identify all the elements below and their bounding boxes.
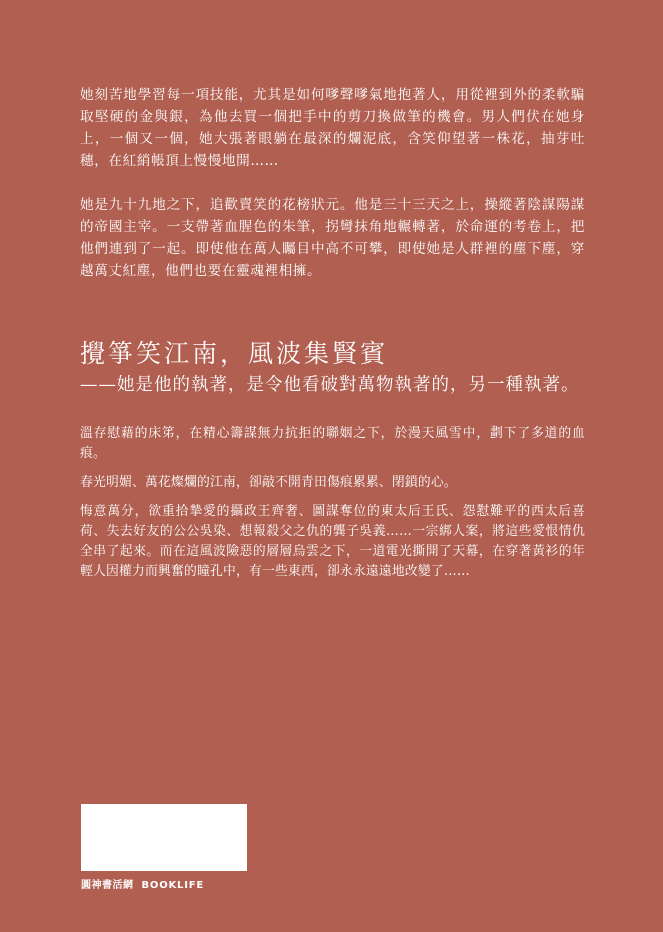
barcode-area	[81, 804, 247, 871]
intro-paragraph-1: 她刻苦地學習每一項技能，尤其是如何嗲聲嗲氣地抱著人，用從裡到外的柔軟騙取堅硬的金與銀，為他去買一個把手中的剪刀換做筆的機會。男人們伏在她身上，一個又一個，她大張著眼躺在最深的爛泥底，含笑仰望著一株花，抽芽吐穗，在紅綃帳頂上慢慢地開……	[80, 87, 585, 169]
publisher-brand: BOOKLIFE	[141, 880, 205, 891]
intro-paragraph-2: 她是九十九地之下，追歡賣笑的花榜狀元。他是三十三天之上，操縱著陰謀陽謀的帝國主宰。一支帶著血腥色的朱筆，拐彎抹角地輾轉著，於命運的考卷上，把他們連到了一起。即使他在萬人矚目中高不可攀，即使她是人群裡的塵下塵，穿越萬丈紅塵，他們也要在靈魂裡相擁。	[80, 197, 585, 279]
synopsis-section	[80, 424, 585, 591]
headline-subtitle: ——她是他的執著，是令他看破對萬物執著的，另一種執著。	[80, 375, 580, 395]
synopsis-paragraph-1: 溫存慰藉的床笫，在精心籌謀無力抗拒的聯姻之下，於漫天風雪中，劃下了多道的血痕。	[80, 426, 585, 461]
publisher-credit	[81, 876, 204, 891]
headline-title: 攪箏笑江南，風波集賢賓	[80, 339, 389, 368]
headline-block	[80, 338, 600, 398]
intro-section	[80, 84, 585, 304]
synopsis-paragraph-3: 悔意萬分，欲重拾摯愛的攝政王齊奢、圖謀奪位的東太后王氏、怨懟難平的西太后喜荷、失去好友的公公吳染、想報殺父之仇的龔子吳義……一宗綁人案，將這些愛恨情仇全串了起來。而在這風波險惡的層層烏雲之下，一道電光撕開了天幕，在穿著黃衫的年輕人因權力而興奮的瞳孔中，有一些東西，卻永永遠遠地改變了……	[80, 504, 585, 579]
synopsis-paragraph-2: 春光明媚、萬花燦爛的江南，卻敲不開青田傷痕累累、閉鎖的心。	[80, 475, 457, 490]
publisher-name: 圓神書活網	[81, 880, 134, 891]
